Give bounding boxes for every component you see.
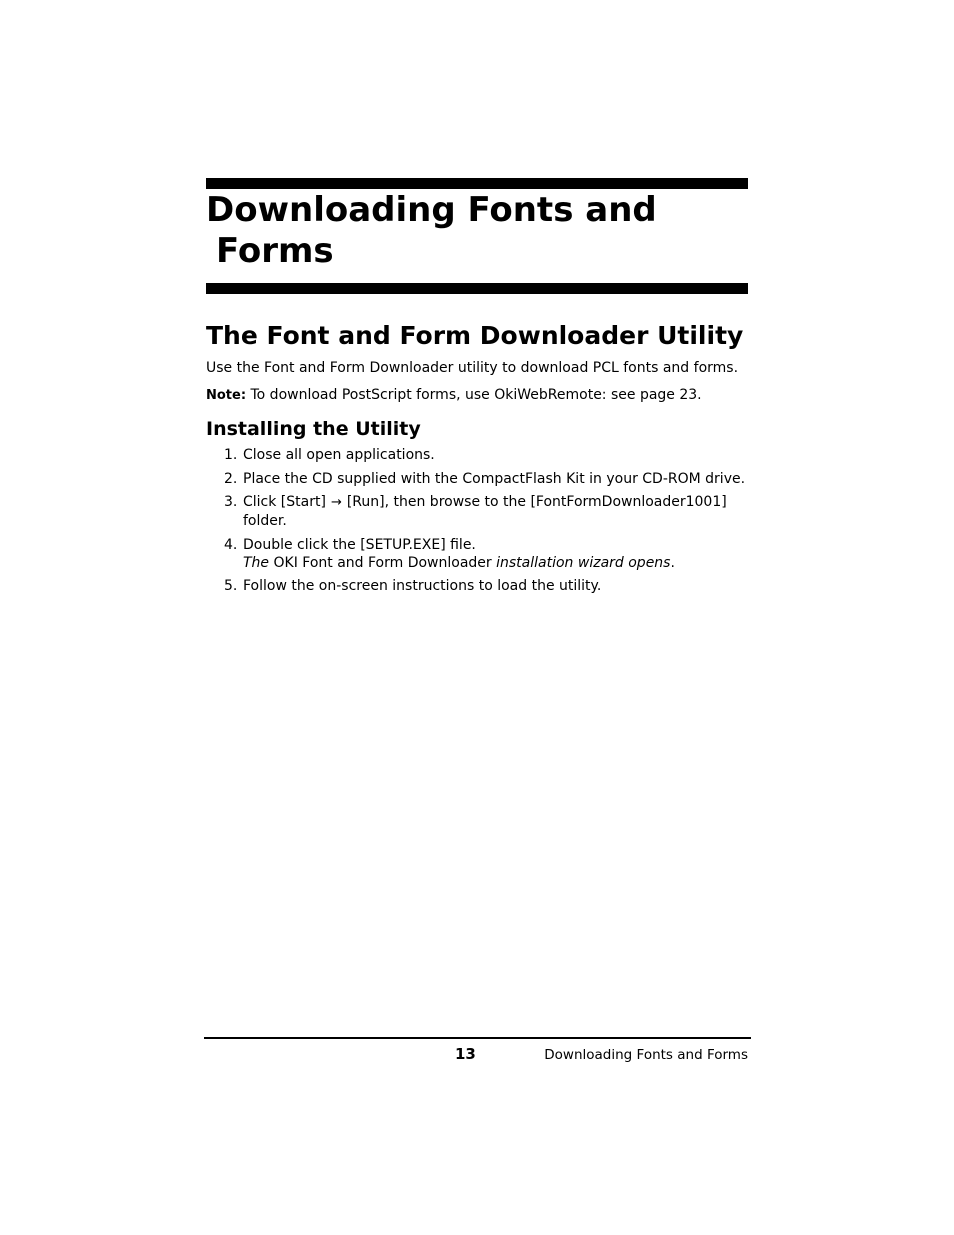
step-number: 5. <box>224 578 238 594</box>
chapter-title <box>206 190 748 272</box>
step-text: Follow the on-screen instructions to load the utility. <box>243 578 602 594</box>
footer-rule <box>204 1037 751 1039</box>
chapter-rule-top <box>206 178 748 189</box>
list-item <box>206 493 766 530</box>
step-number: 4. <box>224 536 238 553</box>
step-result-italic: The <box>243 554 270 571</box>
arrow-right-icon: → <box>330 495 342 510</box>
step-text: Close all open applications. <box>243 447 435 463</box>
note-label: Note: <box>206 388 247 403</box>
intro-paragraph: Use the Font and Form Downloader utility to download PCL fonts and forms. <box>206 360 739 376</box>
step-number: 3. <box>224 494 238 510</box>
chapter-title-line2: Forms <box>216 231 334 271</box>
note-text: To download PostScript forms, use OkiWebRemote: see page 23. <box>246 387 702 403</box>
step-text: Double click the [SETUP.EXE] file. <box>243 536 476 553</box>
running-footer-title: Downloading Fonts and Forms <box>544 1047 748 1063</box>
page-number: 13 <box>455 1045 476 1063</box>
step-result-period: . <box>670 554 675 571</box>
section-title: The Font and Form Downloader Utility <box>206 321 744 350</box>
subsection-title: Installing the Utility <box>206 418 421 440</box>
step-text: Place the CD supplied with the CompactFlash Kit in your CD-ROM drive. <box>243 470 746 487</box>
step-result-italic: installation wizard opens <box>496 554 671 571</box>
note-paragraph <box>206 386 702 405</box>
step-result-product: OKI Font and Form Downloader <box>269 554 497 571</box>
step-number: 2. <box>224 470 238 487</box>
list-item <box>206 470 766 488</box>
list-item <box>206 536 766 572</box>
step-text-part: Click [Start] <box>243 494 326 510</box>
step-result <box>243 554 766 572</box>
step-text-part: [Run], then browse to the [FontFormDownloader1001] <box>346 494 727 510</box>
step-number: 1. <box>224 447 238 463</box>
list-item <box>206 577 766 595</box>
chapter-rule-bottom <box>206 283 748 294</box>
installation-steps <box>206 446 766 601</box>
chapter-title-line1: Downloading Fonts and <box>206 190 657 230</box>
list-item <box>206 446 766 464</box>
step-text <box>243 493 766 512</box>
step-text-continued: folder. <box>243 513 287 529</box>
